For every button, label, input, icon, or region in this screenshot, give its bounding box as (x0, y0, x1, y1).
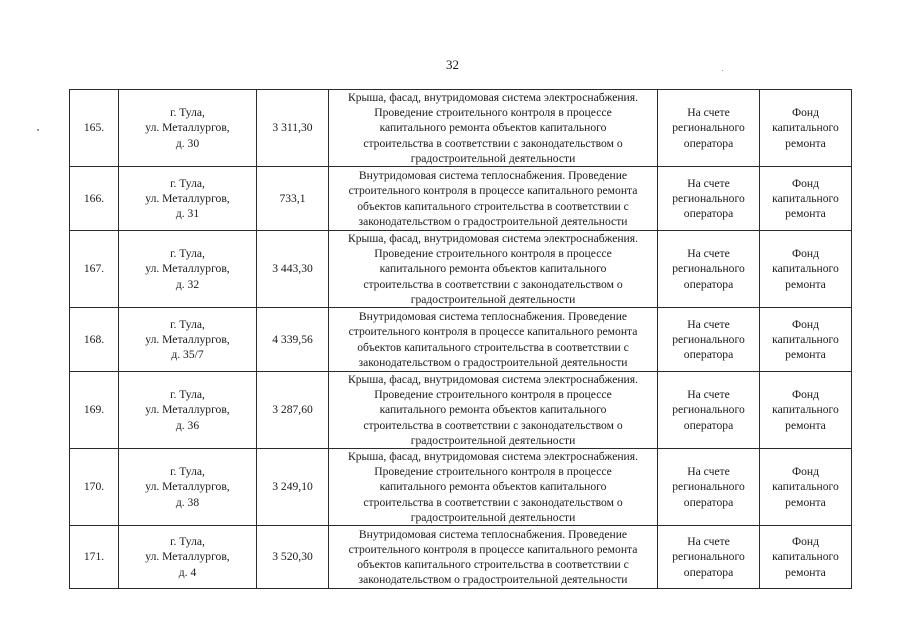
works-line: Проведение строительного контроля в процессе (374, 388, 612, 402)
works-cell (329, 167, 658, 231)
works-line: строительного контроля в процессе капитального ремонта (348, 542, 638, 556)
fund-line: капитального (772, 480, 839, 494)
account-line: регионального (672, 332, 745, 346)
page-number: 32 (446, 57, 459, 72)
works-line: градостроительной деятельности (410, 433, 576, 447)
works-line: строительного контроля в процессе капитального ремонта (348, 325, 638, 339)
account-line: На счете (687, 465, 730, 479)
fund-line: капитального (772, 550, 839, 564)
address-line: г. Тула, (170, 176, 205, 190)
works-line: градостроительной деятельности (410, 510, 576, 524)
works-line: строительства в соответствии с законодательством о (363, 277, 623, 291)
fund-cell (760, 449, 852, 526)
account-cell (658, 308, 760, 372)
address-line: ул. Металлургов, (145, 480, 230, 494)
area-cell: 3 443,30 (257, 231, 329, 308)
table-row (70, 308, 852, 372)
works-line: Крыша, фасад, внутридомовая система электроснабжения. (348, 373, 638, 387)
fund-line: капитального (772, 403, 839, 417)
row-number: 171. (70, 526, 119, 589)
account-line: регионального (672, 121, 745, 135)
address-line: д. 31 (175, 207, 200, 221)
works-cell (329, 449, 658, 526)
fund-cell (760, 231, 852, 308)
scan-speck (37, 129, 39, 131)
account-line: оператора (683, 418, 734, 432)
row-number: 166. (70, 167, 119, 231)
address-line: г. Тула, (170, 535, 205, 549)
area-cell: 3 311,30 (257, 90, 329, 167)
address-line: д. 32 (175, 277, 200, 291)
address-line: ул. Металлургов, (145, 121, 230, 135)
fund-cell (760, 308, 852, 372)
fund-line: ремонта (785, 207, 826, 221)
works-cell (329, 231, 658, 308)
fund-line: ремонта (785, 495, 826, 509)
fund-line: Фонд (791, 176, 820, 190)
works-line: Крыша, фасад, внутридомовая система электроснабжения. (348, 450, 638, 464)
account-line: На счете (687, 388, 730, 402)
works-line: законодательством о градостроительной деятельности (358, 214, 628, 228)
account-cell (658, 90, 760, 167)
address-line: д. 38 (175, 495, 200, 509)
fund-line: Фонд (791, 247, 820, 261)
scan-speck (722, 70, 723, 71)
fund-line: ремонта (785, 136, 826, 150)
area-cell: 3 287,60 (257, 372, 329, 449)
works-line: Проведение строительного контроля в процессе (374, 247, 612, 261)
address-line: ул. Металлургов, (145, 403, 230, 417)
works-line: строительства в соответствии с законодательством о (363, 495, 623, 509)
works-line: Проведение строительного контроля в процессе (374, 465, 612, 479)
account-line: оператора (683, 136, 734, 150)
table-row (70, 231, 852, 308)
row-number: 167. (70, 231, 119, 308)
works-line: объектов капитального строительства в соответствии с (357, 340, 629, 354)
table-row (70, 167, 852, 231)
address-line: д. 4 (178, 565, 197, 579)
row-number: 165. (70, 90, 119, 167)
works-line: объектов капитального строительства в соответствии с (357, 199, 629, 213)
account-cell (658, 372, 760, 449)
account-line: оператора (683, 348, 734, 362)
works-line: Внутридомовая система теплоснабжения. Проведение (358, 527, 628, 541)
works-line: законодательством о градостроительной деятельности (358, 573, 628, 587)
works-line: Крыша, фасад, внутридомовая система электроснабжения. (348, 232, 638, 246)
account-line: регионального (672, 550, 745, 564)
address-line: ул. Металлургов, (145, 332, 230, 346)
works-line: строительного контроля в процессе капитального ремонта (348, 184, 638, 198)
works-line: объектов капитального строительства в соответствии с (357, 558, 629, 572)
area-cell: 3 249,10 (257, 449, 329, 526)
works-line: градостроительной деятельности (410, 151, 576, 165)
works-line: строительства в соответствии с законодательством о (363, 136, 623, 150)
fund-line: Фонд (791, 106, 820, 120)
works-line: законодательством о градостроительной деятельности (358, 355, 628, 369)
account-line: регионального (672, 403, 745, 417)
fund-line: капитального (772, 121, 839, 135)
address-cell (119, 90, 257, 167)
account-cell (658, 526, 760, 589)
address-line: г. Тула, (170, 106, 205, 120)
table-row (70, 526, 852, 589)
table-row (70, 372, 852, 449)
fund-line: капитального (772, 332, 839, 346)
account-line: регионального (672, 191, 745, 205)
table-row (70, 90, 852, 167)
account-cell (658, 231, 760, 308)
account-line: оператора (683, 565, 734, 579)
works-line: Крыша, фасад, внутридомовая система электроснабжения. (348, 91, 638, 104)
fund-line: Фонд (791, 317, 820, 331)
account-line: оператора (683, 277, 734, 291)
works-cell (329, 372, 658, 449)
fund-line: Фонд (791, 465, 820, 479)
account-line: регионального (672, 480, 745, 494)
table-body (70, 90, 852, 589)
address-cell (119, 308, 257, 372)
row-number: 170. (70, 449, 119, 526)
works-line: градостроительной деятельности (410, 292, 576, 306)
area-cell: 4 339,56 (257, 308, 329, 372)
works-line: строительства в соответствии с законодательством о (363, 418, 623, 432)
account-line: На счете (687, 535, 730, 549)
table-row (70, 449, 852, 526)
account-line: оператора (683, 495, 734, 509)
address-line: д. 36 (175, 418, 200, 432)
address-line: г. Тула, (170, 317, 205, 331)
address-line: д. 30 (175, 136, 200, 150)
address-line: г. Тула, (170, 465, 205, 479)
repair-registry-table (69, 89, 852, 589)
account-cell (658, 167, 760, 231)
fund-line: ремонта (785, 348, 826, 362)
address-line: г. Тула, (170, 388, 205, 402)
account-line: На счете (687, 247, 730, 261)
fund-line: ремонта (785, 277, 826, 291)
address-cell (119, 231, 257, 308)
works-line: капитального ремонта объектов капитального (379, 403, 607, 417)
address-cell (119, 526, 257, 589)
area-cell: 3 520,30 (257, 526, 329, 589)
area-cell: 733,1 (257, 167, 329, 231)
fund-line: капитального (772, 262, 839, 276)
fund-cell (760, 372, 852, 449)
fund-line: Фонд (791, 535, 820, 549)
row-number: 169. (70, 372, 119, 449)
account-line: На счете (687, 317, 730, 331)
works-line: капитального ремонта объектов капитального (379, 480, 607, 494)
works-line: капитального ремонта объектов капитального (379, 121, 607, 135)
address-line: ул. Металлургов, (145, 191, 230, 205)
fund-line: ремонта (785, 565, 826, 579)
fund-cell (760, 90, 852, 167)
account-line: регионального (672, 262, 745, 276)
address-line: ул. Металлургов, (145, 550, 230, 564)
fund-line: ремонта (785, 418, 826, 432)
fund-line: капитального (772, 191, 839, 205)
address-line: ул. Металлургов, (145, 262, 230, 276)
account-cell (658, 449, 760, 526)
address-cell (119, 167, 257, 231)
works-line: капитального ремонта объектов капитального (379, 262, 607, 276)
works-line: Внутридомовая система теплоснабжения. Проведение (358, 169, 628, 183)
address-line: д. 35/7 (171, 348, 204, 362)
fund-line: Фонд (791, 388, 820, 402)
address-cell (119, 449, 257, 526)
row-number: 168. (70, 308, 119, 372)
works-line: Проведение строительного контроля в процессе (374, 106, 612, 120)
account-line: оператора (683, 207, 734, 221)
works-line: Внутридомовая система теплоснабжения. Проведение (358, 310, 628, 324)
account-line: На счете (687, 176, 730, 190)
address-line: г. Тула, (170, 247, 205, 261)
address-cell (119, 372, 257, 449)
works-cell (329, 90, 658, 167)
fund-cell (760, 526, 852, 589)
works-cell (329, 308, 658, 372)
account-line: На счете (687, 106, 730, 120)
works-cell (329, 526, 658, 589)
fund-cell (760, 167, 852, 231)
